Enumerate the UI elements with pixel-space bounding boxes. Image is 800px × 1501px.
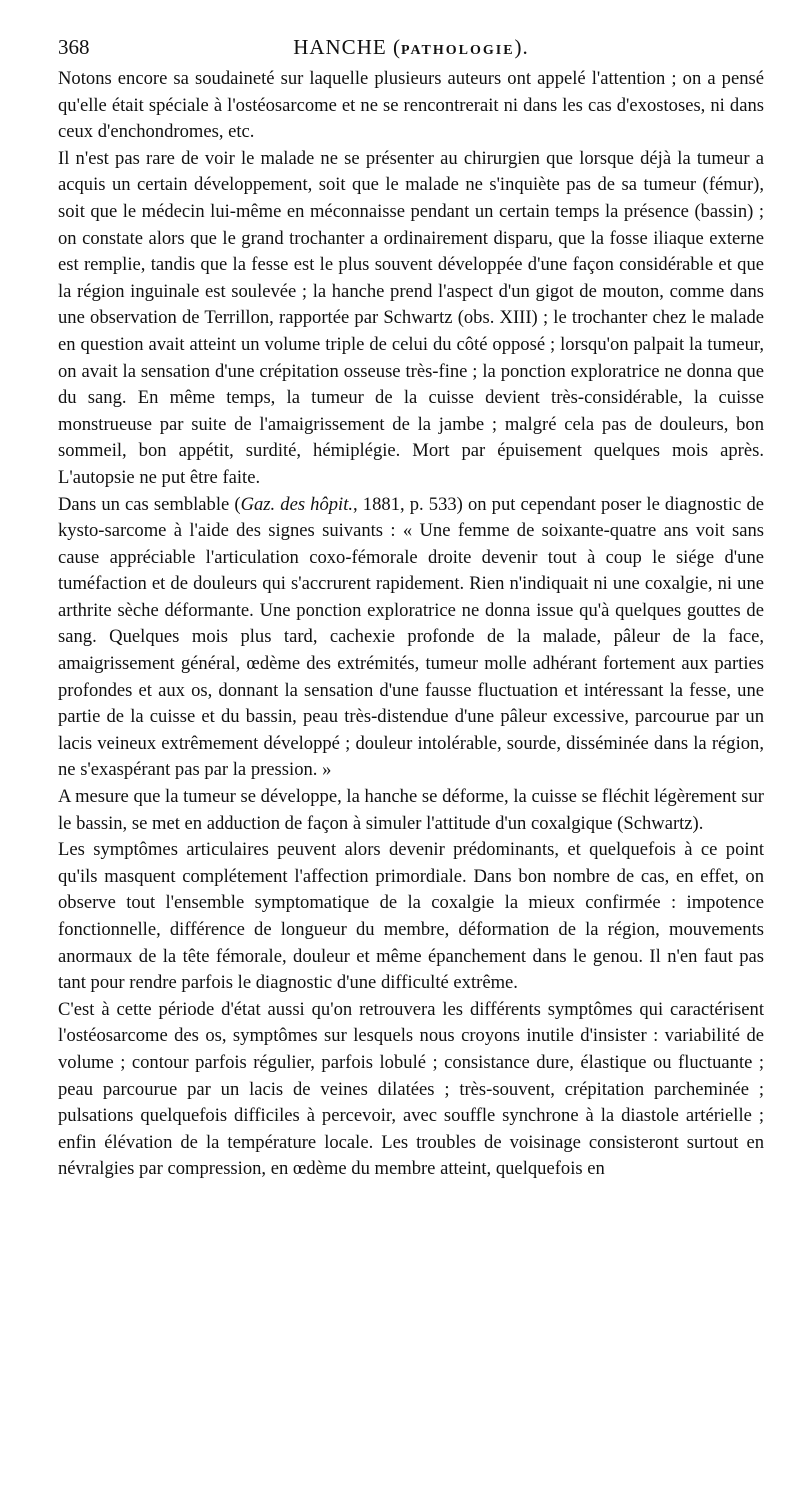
paragraph-3 bbox=[58, 492, 764, 785]
running-title-main: HANCHE bbox=[293, 35, 387, 59]
paragraph-3-after: , 1881, p. 533) on put cependant poser le diagnostic de kysto-sarcome à l'aide des signes suivants : « Une femme de soixante-quatre ans voit sans cause appréciable l'articulation coxo-fémorale droite devenir tout à coup le siége d'une tuméfaction et de douleurs qui s'accrurent rapidement. Rien n'indiquait ni une coxalgie, ni une arthrite sèche déformante. Une ponction exploratrice ne donna issue qu'à quelques gouttes de sang. Quelques mois plus tard, cachexie profonde de la malade, pâleur de la face, amaigrissement général, œdème des extrémités, tumeur molle adhérant fortement aux parties profondes et aux os, donnant la sensation d'une fausse fluctuation et intéressant la fesse, une partie de la cuisse et du bassin, peau très-distendue d'une pâleur excessive, parcourue par un lacis veineux extrêmement développé ; douleur intolérable, sourde, disséminée dans la région, ne s'exaspérant pas par la pression. » bbox=[58, 493, 765, 781]
running-title-sub: PATHOLOGIE bbox=[400, 43, 515, 58]
body-text bbox=[58, 66, 764, 1183]
paragraph-6: C'est à cette période d'état aussi qu'on retrouvera les différents symptômes qui caractérisent l'ostéosarcome des os, symptômes sur lesquels nous croyons inutile d'insister : variabilité de volume ; contour parfois régulier, parfois lobulé ; consistance dure, élastique ou fluctuante ; peau parcourue par un lacis de veines dilatées ; très-souvent, crépitation parcheminée ; pulsations quelquefois difficiles à percevoir, avec souffle synchrone à la diastole artérielle ; enfin élévation de la température locale. Les troubles de voisinage consisteront surtout en névralgies par compression, en œdème du membre atteint, quelquefois en bbox=[58, 998, 764, 1180]
paragraph-4: A mesure que la tumeur se développe, la hanche se déforme, la cuisse se fléchit légèrement sur le bassin, se met en adduction de façon à simuler l'attitude d'un coxalgique (Schwartz). bbox=[58, 786, 764, 834]
paragraph-5: Les symptômes articulaires peuvent alors devenir prédominants, et quelquefois à ce point qu'ils masquent complétement l'affection primordiale. Dans bon nombre de cas, en effet, on observe tout l'ensemble symptomatique de la coxalgie la mieux confirmée : impotence fonctionnelle, différence de longueur du membre, déformation de la région, mouvements anormaux de la tête fémorale, douleur et même épanchement dans le genou. Il n'en faut pas tant pour rendre parfois le diagnostic d'une difficulté extrême. bbox=[58, 839, 764, 994]
paragraph-1: Notons encore sa soudaineté sur laquelle plusieurs auteurs ont appelé l'attention ; on a pensé qu'elle était spéciale à l'ostéosarcome et ne se rencontrerait ni dans les cas d'exostoses, ni dans ceux d'enchondromes, etc. bbox=[58, 68, 764, 143]
paragraph-2: Il n'est pas rare de voir le malade ne se présenter au chirurgien que lorsque déjà la tumeur a acquis un certain développement, soit que le malade ne s'inquiète pas de sa tumeur (fémur), soit que le médecin lui-même en méconnaisse pendant un certain temps la présence (bassin) ; on constate alors que le grand trochanter a ordinairement disparu, que la fosse iliaque externe est remplie, tandis que la fesse est le plus souvent développée d'une façon considérable et que la région inguinale est soulevée ; la hanche prend l'aspect d'un gigot de mouton, comme dans une observation de Terrillon, rapportée par Schwartz (obs. XIII) ; le trochanter chez le malade en question avait atteint un volume triple de celui du côté opposé ; lorsqu'on palpait la tumeur, on avait la sensation d'une crépitation osseuse très-fine ; la ponction exploratrice ne donna que du sang. En même temps, la tumeur de la cuisse devient très-considérable, la cuisse monstrueuse par suite de l'amaigrissement de la jambe ; malgré cela pas de douleurs, bon sommeil, bon appétit, surdité, hémiplégie. Mort par épuisement quelques mois après. L'autopsie ne put être faite. bbox=[58, 147, 764, 488]
journal-citation: Gaz. des hôpit. bbox=[240, 493, 354, 515]
paragraph-3-before: Dans un cas semblable ( bbox=[58, 493, 241, 515]
running-title-close: ). bbox=[514, 35, 529, 59]
page-number: 368 bbox=[58, 35, 90, 59]
running-title bbox=[58, 30, 764, 68]
running-title-open: ( bbox=[392, 35, 401, 59]
page-header bbox=[58, 30, 764, 64]
